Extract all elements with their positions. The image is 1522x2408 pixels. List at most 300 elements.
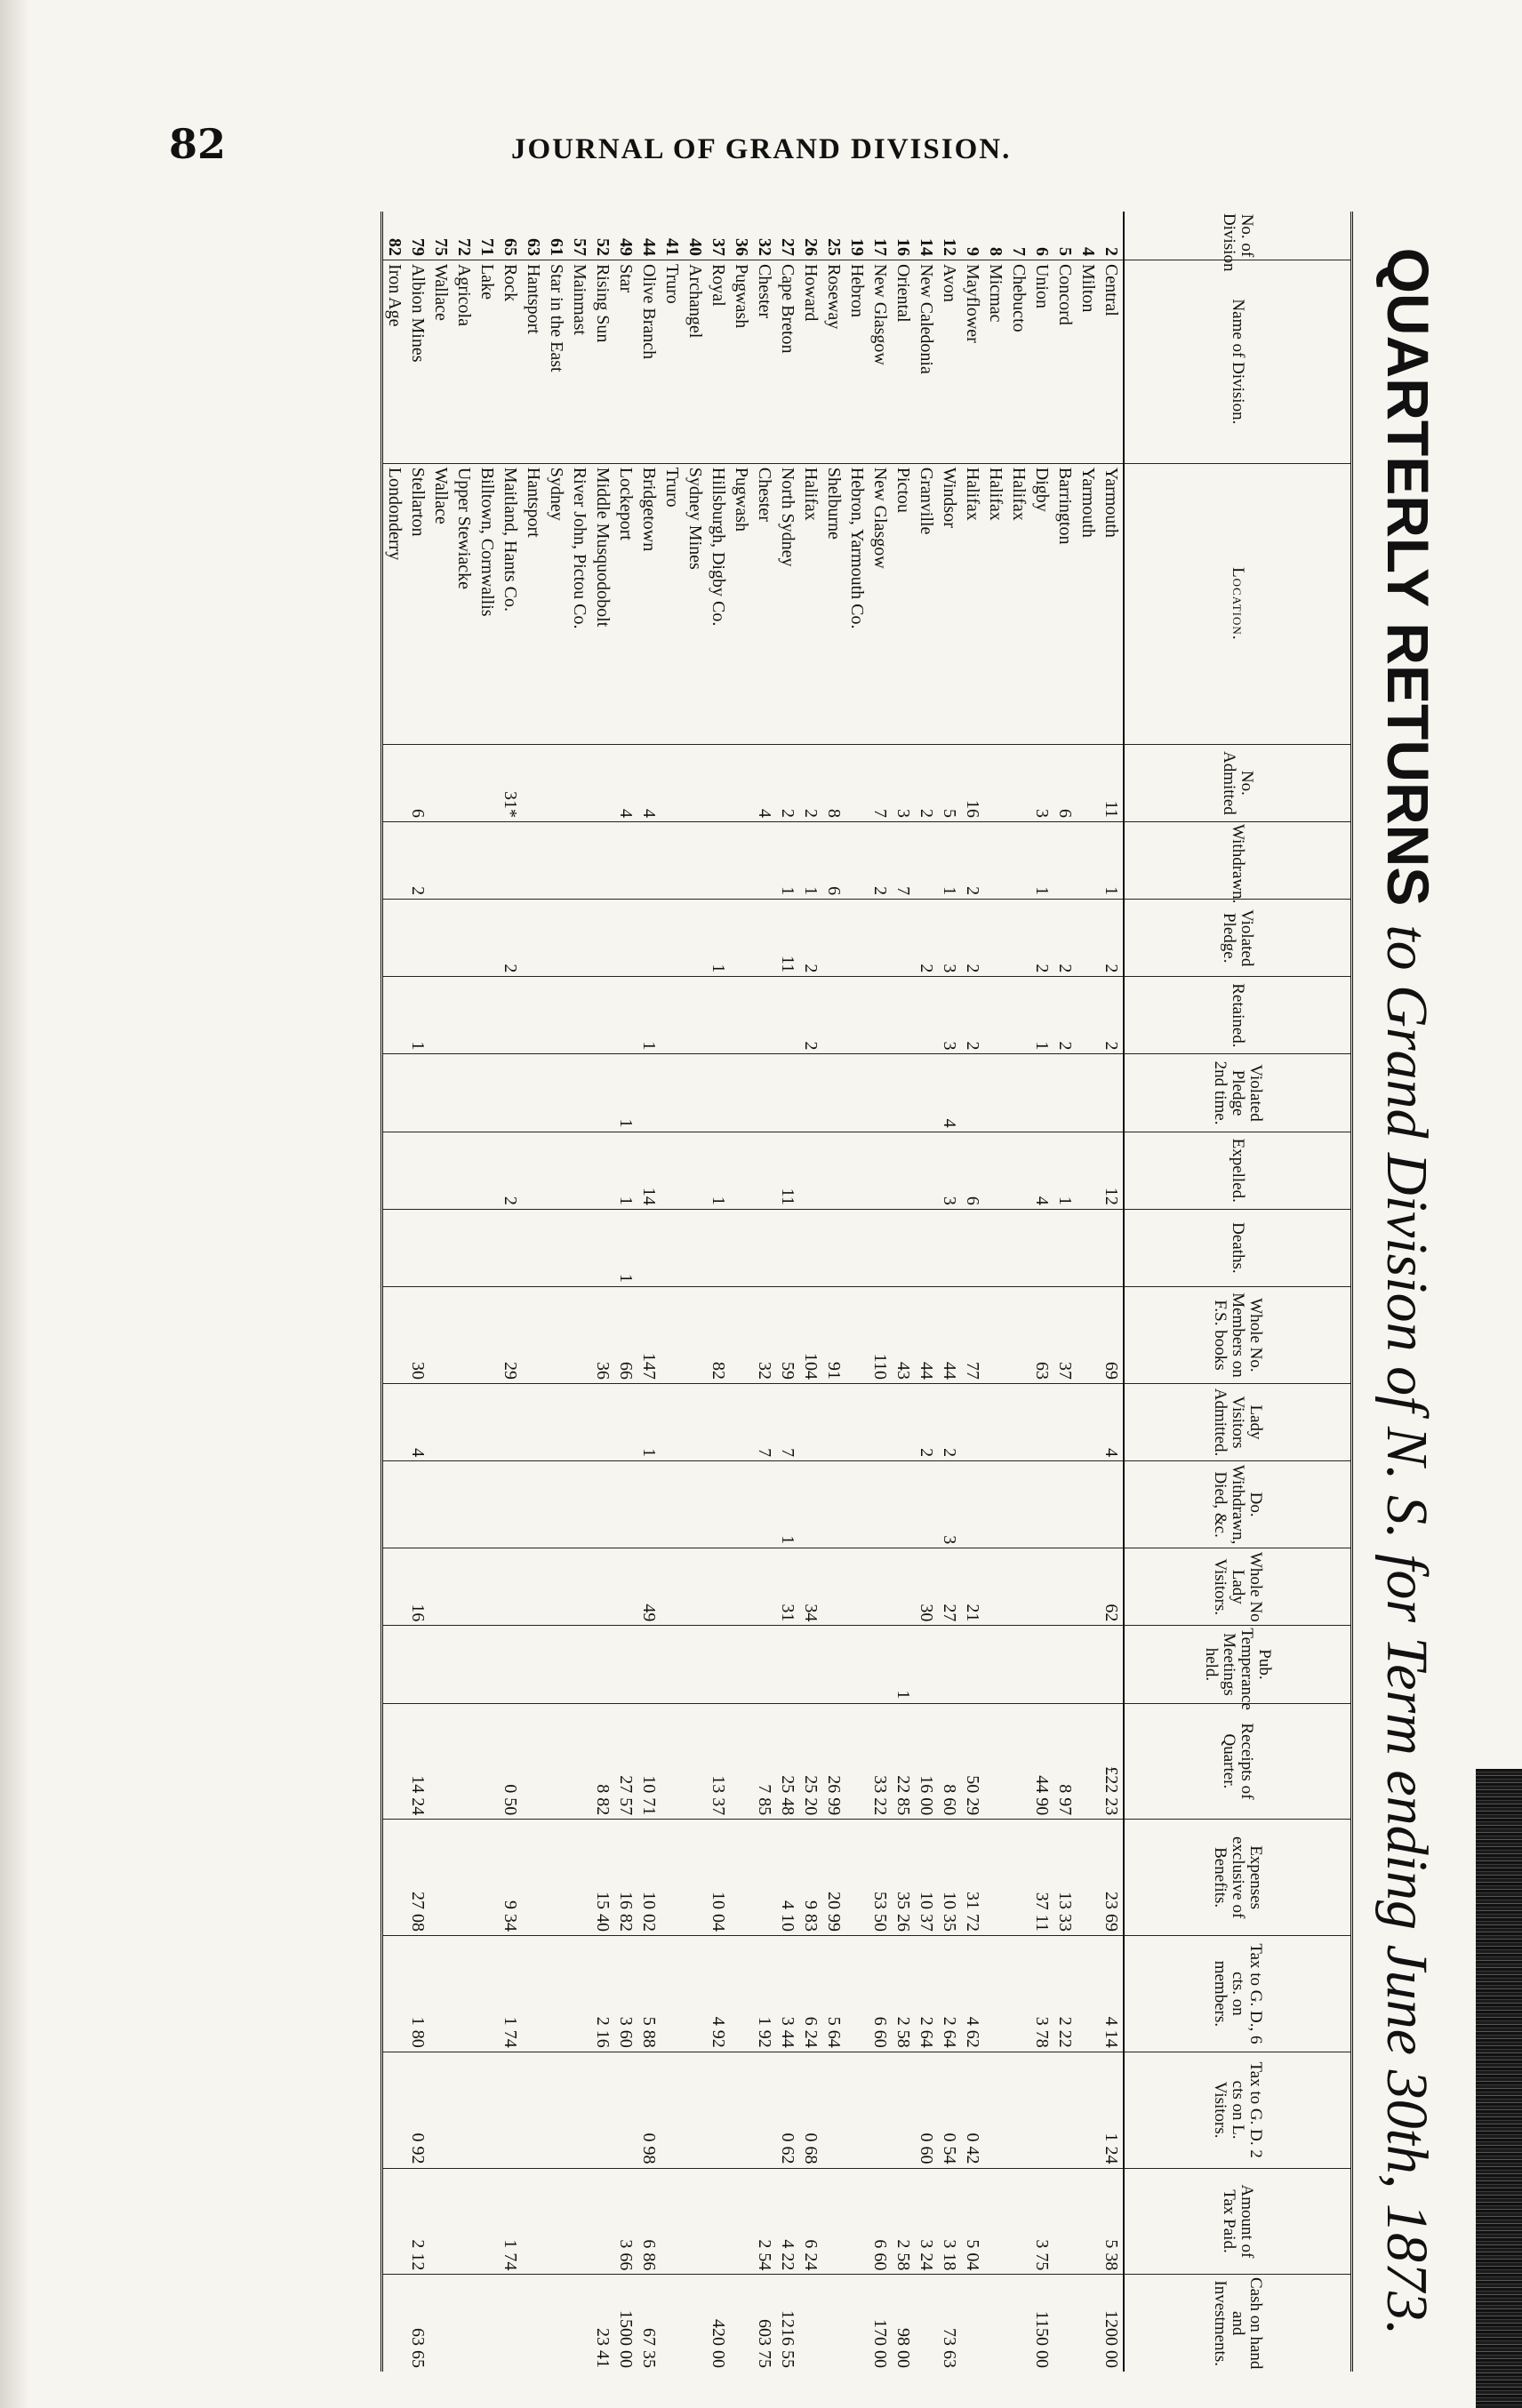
quarterly-returns-table xyxy=(380,212,1353,2372)
table-cell: Billtown, Cornwallis xyxy=(476,463,499,744)
table-cell xyxy=(892,1548,915,1626)
table-cell: 5 04 xyxy=(961,2168,984,2275)
table-cell: 63 xyxy=(524,237,543,256)
table-cell xyxy=(961,1209,984,1286)
table-cell xyxy=(730,1132,753,1209)
table-cell: 4 xyxy=(753,744,776,821)
table-cell: 6 xyxy=(1053,744,1077,821)
table-cell xyxy=(382,821,407,899)
table-cell xyxy=(476,1703,499,1820)
table-cell xyxy=(684,2168,707,2275)
table-cell: 110 xyxy=(869,1287,892,1384)
table-cell xyxy=(1077,1287,1100,1384)
table-cell xyxy=(661,977,684,1054)
table-cell: Maitland, Hants Co. xyxy=(499,463,522,744)
table-cell xyxy=(637,1461,661,1548)
rotated-table-block xyxy=(153,212,1442,2372)
table-cell xyxy=(822,900,845,977)
table-cell xyxy=(707,2052,730,2168)
table-cell xyxy=(476,1383,499,1460)
table-cell xyxy=(845,1132,869,1209)
table-cell: 1 xyxy=(637,1383,661,1460)
column-header: Expenses exclusive of Benefits. xyxy=(1124,1820,1352,1936)
table-cell xyxy=(453,2275,476,2372)
column-header: Receipts of Quarter. xyxy=(1124,1703,1352,1820)
table-cell xyxy=(453,1132,476,1209)
table-cell xyxy=(429,1209,453,1286)
table-cell xyxy=(545,1132,568,1209)
table-cell xyxy=(1007,2052,1030,2168)
table-cell xyxy=(429,977,453,1054)
table-cell: 4 62 xyxy=(961,1936,984,2052)
table-cell xyxy=(522,900,545,977)
table-cell: 6 60 xyxy=(869,2168,892,2275)
table-cell xyxy=(684,1703,707,1820)
table-cell xyxy=(661,900,684,977)
table-cell xyxy=(892,2052,915,2168)
table-cell xyxy=(845,2052,869,2168)
column-header: Tax to G. D. 2 cts on L. Visitors. xyxy=(1124,2052,1352,2168)
table-cell: 29 xyxy=(499,1287,522,1384)
table-cell xyxy=(684,2052,707,2168)
table-cell: 17 xyxy=(870,237,890,256)
table-cell xyxy=(961,1626,984,1703)
table-cell: 2 16 xyxy=(591,1936,614,2052)
table-cell xyxy=(429,1461,453,1548)
table-cell xyxy=(545,977,568,1054)
table-cell xyxy=(406,1132,429,1209)
table-cell: 2 22 xyxy=(1053,1936,1077,2052)
table-cell: Halifax xyxy=(961,463,984,744)
table-cell xyxy=(545,1287,568,1384)
table-cell: 82 xyxy=(385,237,405,256)
table-cell: Albion Mines xyxy=(406,260,429,463)
table-cell: 27 xyxy=(778,237,797,256)
table-cell: 13 37 xyxy=(707,1703,730,1820)
table-cell: 66 xyxy=(614,1287,637,1384)
table-cell: Star xyxy=(614,260,637,463)
table-cell xyxy=(984,1132,1007,1209)
table-cell: 7 xyxy=(892,821,915,899)
table-cell xyxy=(1077,1054,1100,1132)
table-cell xyxy=(382,1054,407,1132)
table-cell xyxy=(822,977,845,1054)
table-cell xyxy=(522,1936,545,2052)
table-cell: 1 xyxy=(614,1209,637,1286)
table-cell: New Caledonia xyxy=(915,260,938,463)
table-row xyxy=(845,212,869,2372)
table-cell: 2 xyxy=(776,744,799,821)
table-cell: 7 xyxy=(869,744,892,821)
table-cell: 0 62 xyxy=(776,2052,799,2168)
table-cell xyxy=(545,2168,568,2275)
table-cell xyxy=(869,1054,892,1132)
table-cell xyxy=(1077,1132,1100,1209)
table-cell: 4 xyxy=(637,744,661,821)
table-cell: 53 50 xyxy=(869,1820,892,1936)
table-cell: 1 92 xyxy=(753,1936,776,2052)
table-cell xyxy=(845,900,869,977)
table-cell xyxy=(591,1461,614,1548)
table-cell xyxy=(684,1820,707,1936)
table-cell: 10 35 xyxy=(938,1820,961,1936)
column-header: Amount of Tax Paid. xyxy=(1124,2168,1352,2275)
table-cell xyxy=(476,1054,499,1132)
table-cell xyxy=(568,2052,591,2168)
table-cell: 1 xyxy=(406,977,429,1054)
table-cell: Windsor xyxy=(938,463,961,744)
column-header: No. of Division xyxy=(1220,213,1256,272)
table-cell: 5 88 xyxy=(637,1936,661,2052)
table-cell xyxy=(707,744,730,821)
table-cell xyxy=(684,1054,707,1132)
table-cell xyxy=(382,1820,407,1936)
table-cell xyxy=(499,2052,522,2168)
table-cell: 75 xyxy=(431,237,451,256)
table-cell: 11 xyxy=(776,1132,799,1209)
table-row xyxy=(1053,212,1077,2372)
table-cell xyxy=(406,1461,429,1548)
table-cell xyxy=(915,821,938,899)
table-cell: 35 26 xyxy=(892,1820,915,1936)
table-cell xyxy=(453,1820,476,1936)
table-cell xyxy=(568,1820,591,1936)
table-cell xyxy=(799,1626,822,1703)
table-cell: 0 60 xyxy=(915,2052,938,2168)
table-cell: 4 xyxy=(1078,246,1098,256)
table-cell xyxy=(938,1626,961,1703)
table-cell xyxy=(684,1383,707,1460)
table-cell xyxy=(822,1548,845,1626)
table-cell: 11 xyxy=(776,900,799,977)
table-cell xyxy=(499,2275,522,2372)
table-cell xyxy=(1030,1548,1053,1626)
table-cell: 6 xyxy=(961,1132,984,1209)
table-cell: Rock xyxy=(499,260,522,463)
table-cell: Lockeport xyxy=(614,463,637,744)
table-cell xyxy=(730,2275,753,2372)
table-cell xyxy=(1007,1820,1030,1936)
table-cell xyxy=(730,744,753,821)
table-cell xyxy=(1007,1936,1030,2052)
table-cell: 37 11 xyxy=(1030,1820,1053,1936)
table-cell xyxy=(869,1383,892,1460)
table-row xyxy=(938,212,961,2372)
table-cell xyxy=(707,2168,730,2275)
table-cell xyxy=(545,1626,568,1703)
table-cell: 72 xyxy=(454,237,474,256)
table-cell xyxy=(915,1209,938,1286)
table-cell: 69 xyxy=(1100,1287,1124,1384)
column-header: Cash on hand and Investments. xyxy=(1124,2275,1352,2372)
table-cell: Lake xyxy=(476,260,499,463)
table-cell xyxy=(1007,821,1030,899)
table-cell xyxy=(869,900,892,977)
table-cell xyxy=(799,1461,822,1548)
table-cell xyxy=(1007,1383,1030,1460)
table-cell: 21 xyxy=(961,1548,984,1626)
table-cell: Halifax xyxy=(1007,463,1030,744)
table-cell: 2 54 xyxy=(753,2168,776,2275)
table-cell: 61 xyxy=(547,237,566,256)
table-cell xyxy=(637,1054,661,1132)
table-cell: 4 xyxy=(1030,1132,1053,1209)
table-cell: Pugwash xyxy=(730,260,753,463)
table-cell: 67 35 xyxy=(637,2275,661,2372)
table-cell xyxy=(753,1054,776,1132)
table-cell: 2 xyxy=(799,900,822,977)
column-header: No. Admitted xyxy=(1124,744,1352,821)
table-cell xyxy=(730,821,753,899)
table-cell: 2 xyxy=(499,900,522,977)
table-cell: 52 xyxy=(593,237,613,256)
table-cell: 2 xyxy=(961,821,984,899)
table-cell xyxy=(1053,821,1077,899)
table-cell xyxy=(522,1287,545,1384)
table-cell: 16 xyxy=(893,237,913,256)
table-cell xyxy=(614,1626,637,1703)
table-cell: 3 xyxy=(938,1132,961,1209)
table-cell xyxy=(661,1626,684,1703)
table-cell: 8 82 xyxy=(591,1703,614,1820)
table-cell xyxy=(845,1548,869,1626)
table-cell xyxy=(845,1936,869,2052)
table-cell xyxy=(591,1548,614,1626)
table-cell xyxy=(1053,2168,1077,2275)
table-cell: 4 xyxy=(1100,1383,1124,1460)
table-cell xyxy=(799,1383,822,1460)
table-cell xyxy=(382,900,407,977)
table-cell: 3 78 xyxy=(1030,1936,1053,2052)
table-cell xyxy=(984,2275,1007,2372)
table-cell: 37 xyxy=(1053,1287,1077,1384)
table-cell: 1 74 xyxy=(499,2168,522,2275)
table-cell: 6 24 xyxy=(799,1936,822,2052)
table-cell xyxy=(453,900,476,977)
table-cell: 15 40 xyxy=(591,1820,614,1936)
table-cell xyxy=(568,1936,591,2052)
table-cell xyxy=(1100,1626,1124,1703)
table-cell: 63 xyxy=(1030,1287,1053,1384)
table-cell xyxy=(845,2275,869,2372)
table-cell xyxy=(684,1209,707,1286)
table-cell: Mayflower xyxy=(961,260,984,463)
table-cell xyxy=(892,900,915,977)
table-row xyxy=(1100,212,1124,2372)
table-cell xyxy=(1077,1548,1100,1626)
table-cell: 1 xyxy=(776,1461,799,1548)
table-cell: 4 10 xyxy=(776,1820,799,1936)
table-cell: 603 75 xyxy=(753,2275,776,2372)
table-cell xyxy=(499,1626,522,1703)
table-cell: 34 xyxy=(799,1548,822,1626)
table-cell: 1 xyxy=(776,821,799,899)
table-cell: 0 98 xyxy=(637,2052,661,2168)
table-header-row xyxy=(1124,212,1352,2372)
table-cell: Digby xyxy=(1030,463,1053,744)
table-cell: 170 00 xyxy=(869,2275,892,2372)
table-cell: 36 xyxy=(591,1287,614,1384)
table-cell xyxy=(476,1548,499,1626)
table-cell: 10 04 xyxy=(707,1820,730,1936)
table-cell xyxy=(1030,1209,1053,1286)
table-cell: 1 xyxy=(892,1626,915,1703)
table-cell xyxy=(984,900,1007,977)
table-cell: 7 xyxy=(753,1383,776,1460)
table-cell xyxy=(429,1936,453,2052)
table-cell: 57 xyxy=(570,237,589,256)
table-row xyxy=(545,212,568,2372)
table-row xyxy=(614,212,637,2372)
table-cell xyxy=(1053,1626,1077,1703)
table-cell xyxy=(776,1626,799,1703)
table-cell xyxy=(382,2052,407,2168)
table-cell xyxy=(915,2275,938,2372)
table-cell: 2 xyxy=(799,744,822,821)
table-cell: Roseway xyxy=(822,260,845,463)
table-cell xyxy=(845,1287,869,1384)
table-cell: 50 29 xyxy=(961,1703,984,1820)
table-cell: 1 xyxy=(1030,821,1053,899)
table-cell xyxy=(869,1132,892,1209)
table-row xyxy=(1030,212,1053,2372)
table-cell: 1 xyxy=(799,821,822,899)
table-row xyxy=(453,212,476,2372)
table-cell xyxy=(1053,1383,1077,1460)
table-cell xyxy=(568,1054,591,1132)
scan-edge-strip xyxy=(1476,1769,1522,2408)
table-cell xyxy=(753,821,776,899)
table-cell: 7 85 xyxy=(753,1703,776,1820)
table-cell xyxy=(938,1209,961,1286)
table-cell: Yarmouth xyxy=(1077,463,1100,744)
table-cell xyxy=(730,1703,753,1820)
table-cell xyxy=(822,2168,845,2275)
column-header: Pub. Temperance Meetings held. xyxy=(1124,1626,1352,1703)
table-cell: 8 xyxy=(822,744,845,821)
table-cell: Hebron, Yarmouth Co. xyxy=(845,463,869,744)
table-cell: 8 60 xyxy=(938,1703,961,1820)
table-cell xyxy=(453,1548,476,1626)
table-cell xyxy=(545,744,568,821)
table-cell xyxy=(637,1209,661,1286)
column-header: Retained. xyxy=(1124,977,1352,1054)
table-cell: 2 xyxy=(869,821,892,899)
table-cell xyxy=(614,1383,637,1460)
table-cell xyxy=(637,1626,661,1703)
table-cell: 27 08 xyxy=(406,1820,429,1936)
table-row xyxy=(1077,212,1100,2372)
table-cell xyxy=(522,1383,545,1460)
table-cell xyxy=(476,977,499,1054)
table-cell xyxy=(984,744,1007,821)
table-cell: 10 02 xyxy=(637,1820,661,1936)
table-cell xyxy=(661,1054,684,1132)
table-title-subtitle: to Grand Division of N. S. for Term ending June 30th, 1873. xyxy=(1374,924,1439,2336)
table-cell xyxy=(591,977,614,1054)
table-cell xyxy=(845,977,869,1054)
table-cell: 2 xyxy=(915,744,938,821)
table-cell xyxy=(984,1936,1007,2052)
table-cell xyxy=(499,1054,522,1132)
table-cell: 30 xyxy=(915,1548,938,1626)
table-cell xyxy=(1077,1703,1100,1820)
table-cell xyxy=(522,1626,545,1703)
table-cell xyxy=(1077,1820,1100,1936)
table-cell: Howard xyxy=(799,260,822,463)
table-cell xyxy=(568,1383,591,1460)
table-cell: 6 24 xyxy=(799,2168,822,2275)
table-cell xyxy=(429,1132,453,1209)
table-cell: Pugwash xyxy=(730,463,753,744)
table-cell: Middle Musquodobolt xyxy=(591,463,614,744)
table-cell xyxy=(892,977,915,1054)
table-cell xyxy=(915,1626,938,1703)
table-cell xyxy=(822,1209,845,1286)
table-cell xyxy=(453,1703,476,1820)
table-cell: 16 xyxy=(961,744,984,821)
table-cell xyxy=(453,2168,476,2275)
table-cell: 20 99 xyxy=(822,1820,845,1936)
table-cell: 0 92 xyxy=(406,2052,429,2168)
table-cell xyxy=(1007,977,1030,1054)
table-cell: 13 33 xyxy=(1053,1820,1077,1936)
table-cell xyxy=(984,1054,1007,1132)
table-cell xyxy=(1077,1209,1100,1286)
table-cell: 2 xyxy=(1100,900,1124,977)
table-cell xyxy=(382,1548,407,1626)
table-cell: Micmac xyxy=(984,260,1007,463)
table-cell xyxy=(429,1703,453,1820)
table-cell: Mainmast xyxy=(568,260,591,463)
table-cell xyxy=(382,1132,407,1209)
table-cell xyxy=(707,1461,730,1548)
table-cell: Archangel xyxy=(684,260,707,463)
table-cell xyxy=(568,2275,591,2372)
table-row xyxy=(961,212,984,2372)
table-cell: 3 xyxy=(938,1461,961,1548)
table-cell xyxy=(1030,1461,1053,1548)
table-cell xyxy=(822,1054,845,1132)
table-cell: 27 57 xyxy=(614,1703,637,1820)
table-cell xyxy=(984,1209,1007,1286)
table-cell xyxy=(637,821,661,899)
table-cell xyxy=(522,1820,545,1936)
table-cell: Avon xyxy=(938,260,961,463)
table-cell xyxy=(476,2168,499,2275)
table-cell xyxy=(1053,2275,1077,2372)
table-cell: 3 xyxy=(892,744,915,821)
table-cell: 22 85 xyxy=(892,1703,915,1820)
table-cell xyxy=(684,900,707,977)
table-cell xyxy=(453,1209,476,1286)
table-cell: 5 38 xyxy=(1100,2168,1124,2275)
table-cell xyxy=(522,2168,545,2275)
table-cell: 1 xyxy=(938,821,961,899)
table-cell xyxy=(822,1626,845,1703)
table-cell: 1 xyxy=(614,1054,637,1132)
table-cell xyxy=(568,1132,591,1209)
table-cell xyxy=(1007,900,1030,977)
table-cell xyxy=(1077,1936,1100,2052)
table-cell xyxy=(429,821,453,899)
table-cell: 6 86 xyxy=(637,2168,661,2275)
table-cell xyxy=(684,1132,707,1209)
table-cell xyxy=(661,1820,684,1936)
table-cell xyxy=(845,1383,869,1460)
table-cell: 2 58 xyxy=(892,1936,915,2052)
table-cell xyxy=(568,821,591,899)
